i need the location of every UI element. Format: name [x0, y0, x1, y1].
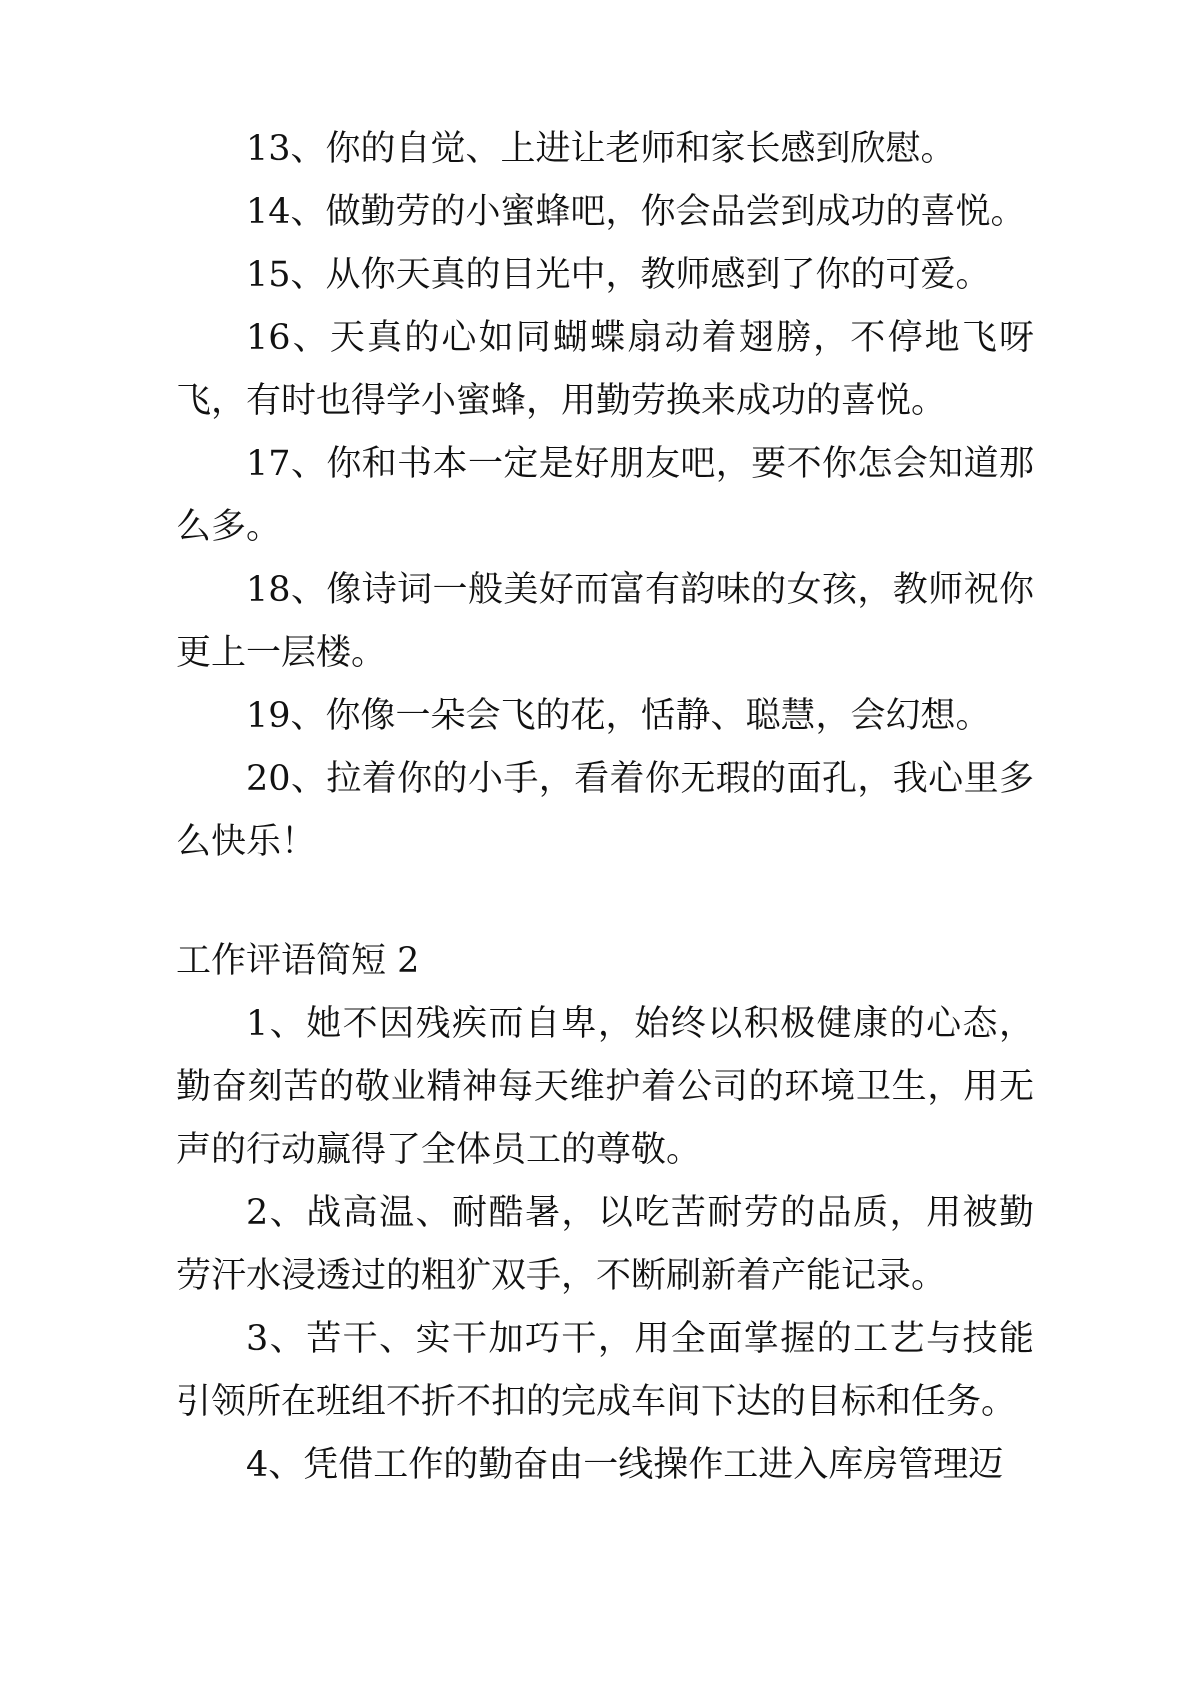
comment-item-17: 17、你和书本一定是好朋友吧，要不你怎会知道那么多。 — [176, 444, 1034, 547]
work-comment-item-3: 3、苦干、实干加巧干，用全面掌握的工艺与技能引领所在班组不折不扣的完成车间下达的目标和任务。 — [176, 1319, 1034, 1422]
work-comment-item-1: 1、她不因残疾而自卑，始终以积极健康的心态，勤奋刻苦的敬业精神每天维护着公司的环境卫生，用无声的行动赢得了全体员工的尊敬。 — [176, 1004, 1034, 1170]
work-comment-item-2: 2、战高温、耐酷暑，以吃苦耐劳的品质，用被勤劳汗水浸透过的粗犷双手，不断刷新着产能记录。 — [176, 1193, 1034, 1296]
comment-item-14: 14、做勤劳的小蜜蜂吧，你会品尝到成功的喜悦。 — [246, 192, 1026, 232]
comment-item-13: 13、你的自觉、上进让老师和家长感到欣慰。 — [246, 129, 956, 169]
document-body — [176, 118, 1034, 1497]
section-heading: 工作评语简短 2 — [176, 941, 420, 981]
comment-item-15: 15、从你天真的目光中，教师感到了你的可爱。 — [246, 255, 991, 295]
work-comment-item-4: 4、凭借工作的勤奋由一线操作工进入库房管理迈 — [246, 1445, 1004, 1485]
comment-item-19: 19、你像一朵会飞的花，恬静、聪慧，会幻想。 — [246, 696, 991, 736]
comment-item-16: 16、天真的心如同蝴蝶扇动着翅膀，不停地飞呀飞，有时也得学小蜜蜂，用勤劳换来成功的喜悦。 — [176, 318, 1034, 421]
comment-item-20: 20、拉着你的小手，看着你无瑕的面孔，我心里多么快乐！ — [176, 759, 1034, 862]
comment-item-18: 18、像诗词一般美好而富有韵味的女孩，教师祝你更上一层楼。 — [176, 570, 1034, 673]
